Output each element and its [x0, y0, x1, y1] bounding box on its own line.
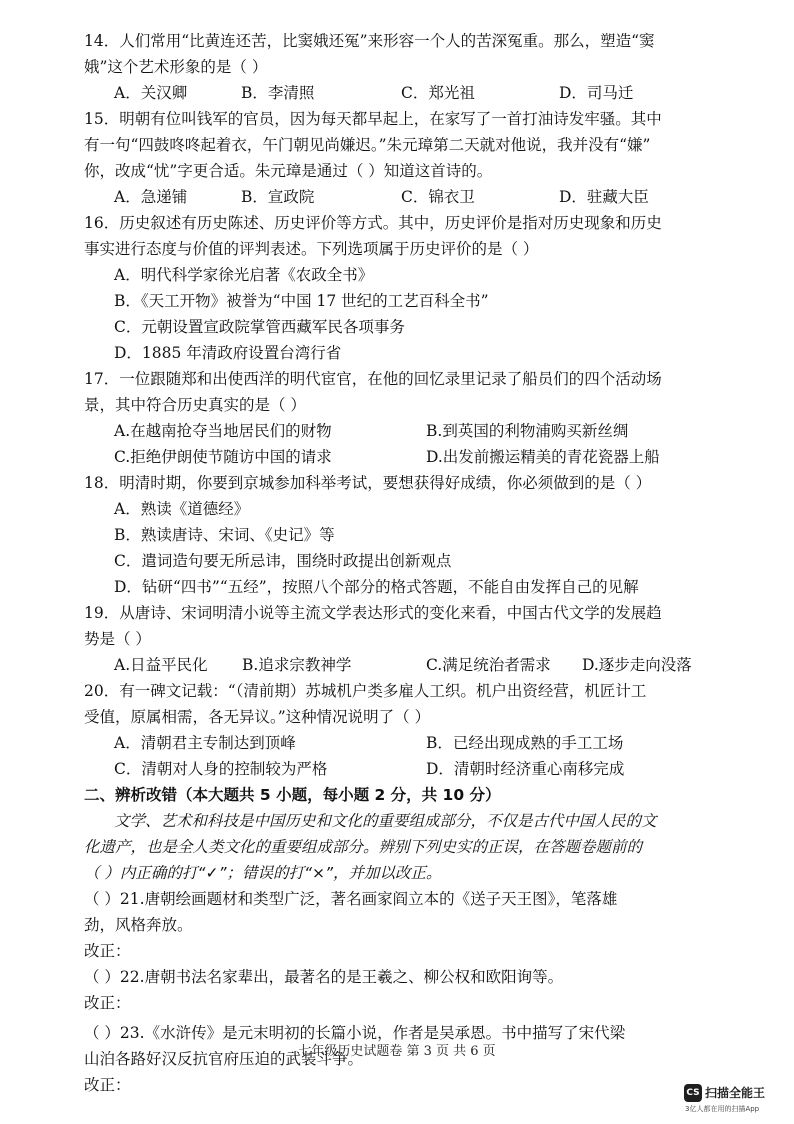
watermark-slogan: 3亿人都在用的扫描App [685, 1105, 760, 1113]
question-text: 景，其中符合历史真实的是（ ） [84, 396, 306, 414]
option-d: D．钻研“四书”“五经”，按照八个部分的格式答题，不能自由发挥自己的见解 [114, 578, 639, 596]
option-a: A．熟读《道德经》 [114, 500, 250, 518]
correction-label: 改正： [84, 1076, 131, 1094]
question-text: （ ）22.唐朝书法名家辈出，最著名的是王羲之、柳公权和欧阳询等。 [84, 968, 564, 986]
question-text: 19．从唐诗、宋词明清小说等主流文学表达形式的变化来看，中国古代文学的发展趋 [84, 604, 662, 622]
option-d: D.出发前搬运精美的青花瓷器上船 [426, 448, 660, 466]
intro-line: 化遗产，也是全人类文化的重要组成部分。辨别下列史实的正误，在答题卷题前的 [84, 838, 643, 856]
option-d: D．1885 年清政府设置台湾行省 [114, 344, 342, 362]
option-b: B.追求宗教神学 [242, 656, 352, 674]
options-row [84, 184, 744, 210]
option-b: B．《天工开物》被誉为“中国 17 世纪的工艺百科全书” [114, 292, 489, 310]
section-title: 二、辨析改错（本大题共 5 小题，每小题 2 分，共 10 分） [84, 786, 501, 804]
question-text: 16．历史叙述有历史陈述、历史评价等方式。其中，历史评价是指对历史现象和历史 [84, 214, 662, 232]
option-c: C．元朝设置宣政院掌管西藏军民各项事务 [114, 318, 405, 336]
question-21 [84, 886, 744, 938]
options-row [84, 730, 744, 756]
options-row [84, 80, 744, 106]
intro-line: （ ）内正确的打“✓”；错误的打“×”，并加以改正。 [84, 864, 442, 882]
option-c: C．遣词造句要无所忌讳，围绕时政提出创新观点 [114, 552, 452, 570]
option-b: B．李清照 [241, 84, 315, 102]
option-c: C.拒绝伊朗使节随访中国的请求 [114, 448, 332, 466]
watermark-name: 扫描全能王 [705, 1086, 766, 1100]
option-c: C.满足统治者需求 [426, 656, 551, 674]
question-20 [84, 678, 744, 782]
option-b: B.到英国的利物浦购买新丝绸 [426, 422, 629, 440]
option-a: A．明代科学家徐光启著《农政全书》 [114, 266, 374, 284]
option-a: A．急递铺 [114, 188, 188, 206]
question-text: （ ）21.唐朝绘画题材和类型广泛，著名画家阎立本的《送子天王图》，笔落雄 [84, 890, 618, 908]
question-text: 劲，风格奔放。 [84, 916, 193, 934]
option-a: A.在越南抢夺当地居民们的财物 [114, 422, 332, 440]
question-22 [84, 964, 744, 990]
question-text: 14．人们常用“比黄连还苦，比窦娥还冤”来形容一个人的苦深冤重。那么，塑造“窦 [84, 32, 655, 50]
option-a: A．清朝君主专制达到顶峰 [114, 734, 296, 752]
question-14 [84, 28, 744, 106]
option-d: D．清朝时经济重心南移完成 [426, 760, 625, 778]
question-text: 娥”这个艺术形象的是（ ） [84, 58, 268, 76]
option-b: B．熟读唐诗、宋词、《史记》等 [114, 526, 335, 544]
options-row [84, 756, 744, 782]
option-a: A．关汉卿 [114, 84, 188, 102]
question-text: （ ）23.《水浒传》是元末明初的长篇小说，作者是吴承恩。书中描写了宋代梁 [84, 1024, 626, 1042]
option-d: D．司马迁 [559, 84, 634, 102]
section-intro [84, 808, 744, 886]
question-15 [84, 106, 744, 210]
option-b: B．宣政院 [241, 188, 315, 206]
option-b: B．已经出现成熟的手工工场 [426, 734, 624, 752]
correction-label: 改正： [84, 994, 131, 1012]
question-text: 势是（ ） [84, 630, 151, 648]
options-row [84, 444, 744, 470]
question-text: 15．明朝有位叫钱军的官员，因为每天都早起上，在家写了一首打油诗发牢骚。其中 [84, 110, 662, 128]
camscanner-icon: CS [684, 1084, 702, 1102]
question-17 [84, 366, 744, 470]
question-text: 有一句“四鼓咚咚起着衣，午门朝见尚嫌迟。”朱元璋第二天就对他说，我并没有“嫌” [84, 136, 651, 154]
question-16 [84, 210, 744, 366]
intro-line: 文学、艺术和科技是中国历史和文化的重要组成部分，不仅是古代中国人民的文 [114, 812, 657, 830]
option-a: A.日益平民化 [114, 656, 208, 674]
question-18 [84, 470, 744, 600]
option-c: C．郑光祖 [401, 84, 475, 102]
option-d: D.逐步走向没落 [582, 656, 692, 674]
question-text: 受值，原属相需，各无异议。”这种情况说明了（ ） [84, 708, 431, 726]
options-row [84, 652, 744, 678]
question-text: 18．明清时期，你要到京城参加科举考试，要想获得好成绩，你必须做到的是（ ） [84, 474, 652, 492]
option-c: C．清朝对人身的控制较为严格 [114, 760, 328, 778]
question-text: 17．一位跟随郑和出使西洋的明代宦官，在他的回忆录里记录了船员们的四个活动场 [84, 370, 662, 388]
question-text: 20．有一碑文记载：“（清前期）苏城机户类多雇人工织。机户出资经营，机匠计工 [84, 682, 647, 700]
question-text: 你，改成“忧”字更合适。朱元璋是通过（ ）知道这首诗的。 [84, 162, 493, 180]
question-text: 事实进行态度与价值的评判表述。下列选项属于历史评价的是（ ） [84, 240, 539, 258]
question-19 [84, 600, 744, 678]
scanner-watermark [684, 1082, 794, 1122]
correction-label: 改正： [84, 942, 131, 960]
options-row [84, 418, 744, 444]
option-c: C．锦衣卫 [401, 188, 475, 206]
exam-page [84, 28, 744, 1098]
page-footer: 七年级历史试题卷 第 3 页 共 6 页 [298, 1044, 496, 1059]
option-d: D．驻藏大臣 [559, 188, 649, 206]
question-text: 山泊各路好汉反抗官府压迫的武装斗争。 [84, 1050, 364, 1068]
